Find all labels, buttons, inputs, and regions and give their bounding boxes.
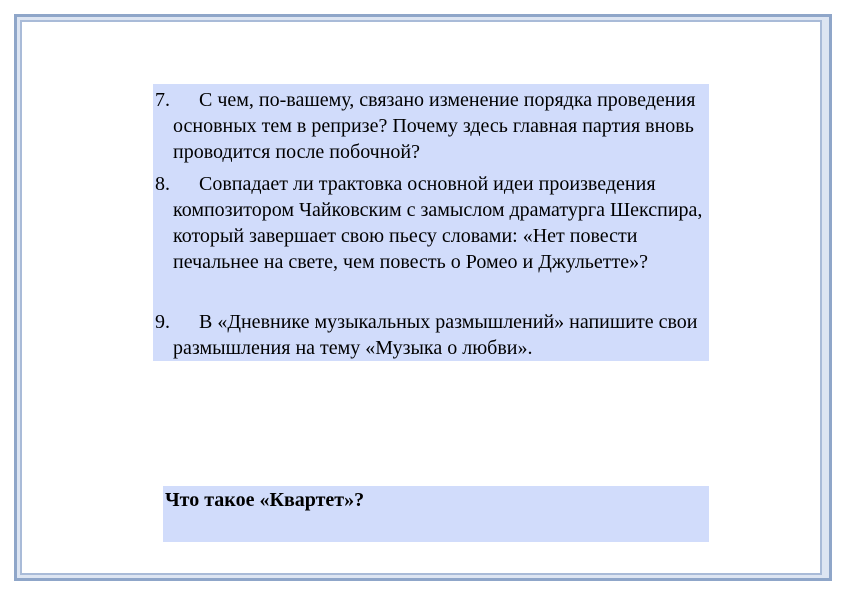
question-item-9 xyxy=(153,309,709,361)
question-text: В «Дневнике музыкальных размышлений» напишите свои размышления на тему «Музыка о любви». xyxy=(173,311,698,359)
question-number: 8. xyxy=(155,173,170,195)
question-item-8 xyxy=(153,171,709,275)
quartet-block xyxy=(163,486,709,542)
quartet-title: Что такое «Квартет»? xyxy=(165,489,365,511)
question-item-7 xyxy=(153,87,709,165)
question-number: 9. xyxy=(155,311,170,333)
question-text: Совпадает ли трактовка основной идеи произведения композитором Чайковским с замыслом драматурга Шекспира, который завершает свою пьесу словами: «Нет повести печальнее на свете, чем повесть о Ромео и Джульетте»? xyxy=(173,173,703,273)
questions-block xyxy=(153,84,709,361)
question-text: С чем, по-вашему, связано изменение порядка проведения основных тем в репризе? Почему здесь главная партия вновь проводится после побочной? xyxy=(173,89,696,163)
question-number: 7. xyxy=(155,89,170,111)
